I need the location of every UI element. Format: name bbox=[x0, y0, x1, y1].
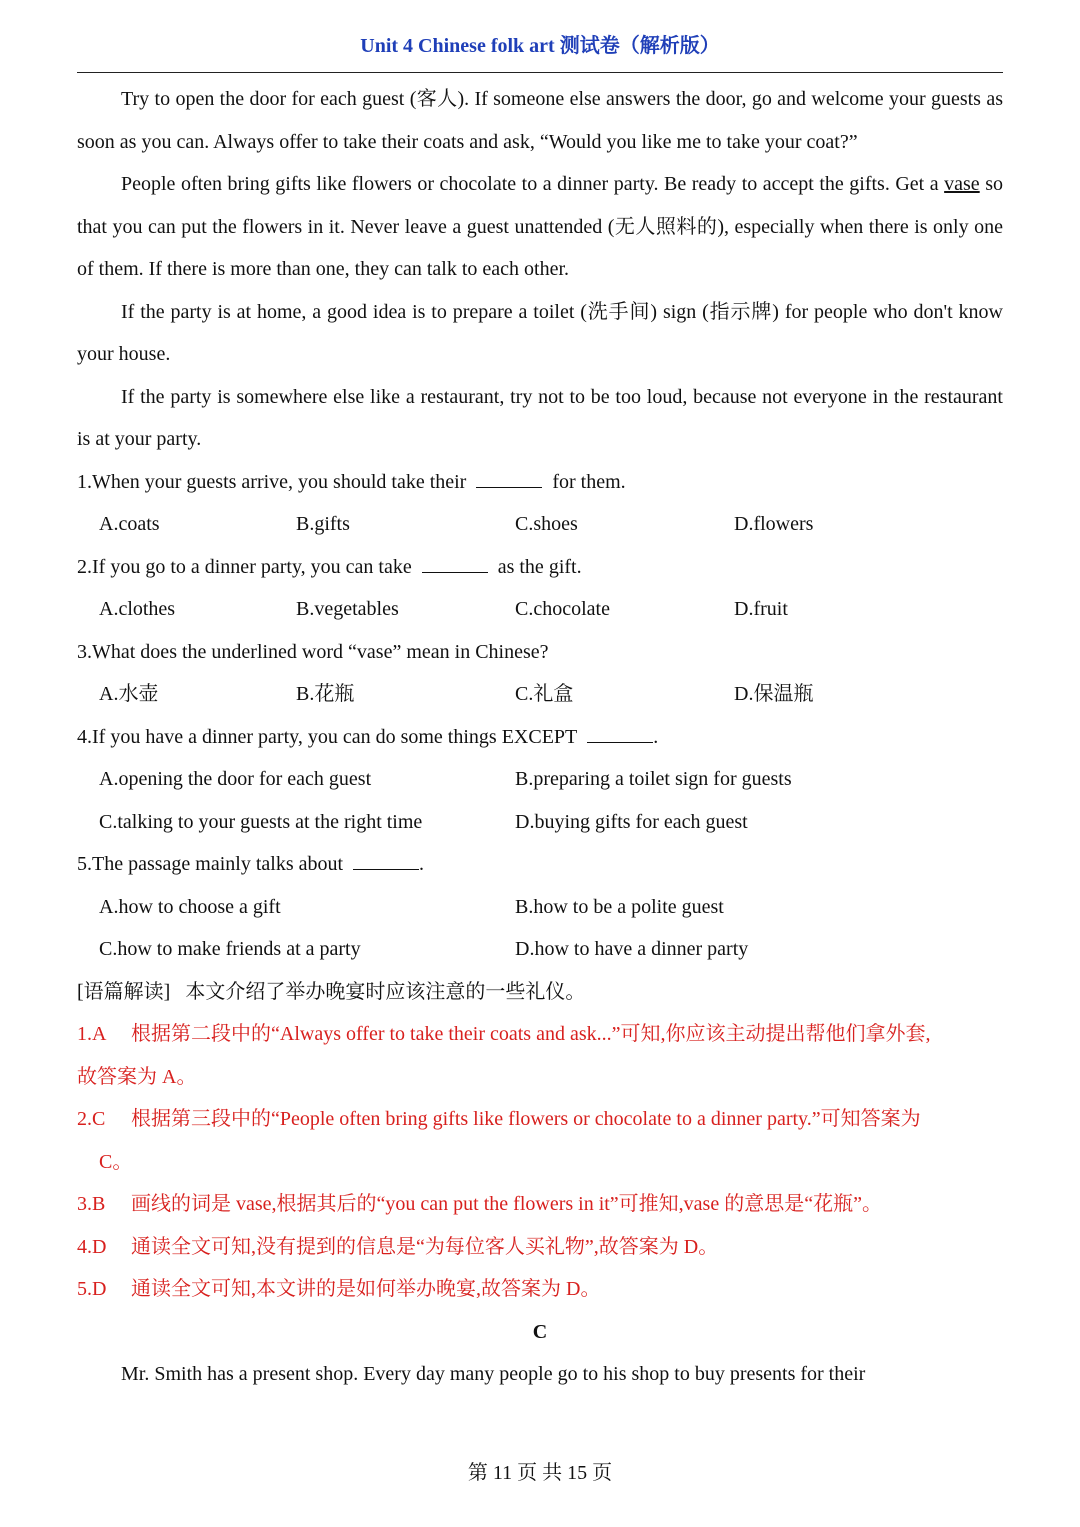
option-a: A.水壶 bbox=[99, 683, 159, 705]
question-2-tail: as the gift. bbox=[497, 555, 582, 578]
answer-explanation: 根据第二段中的“Always offer to take their coats and ask...”可知,你应该主动提出帮他们拿外套, bbox=[131, 1023, 931, 1045]
option-b: B.preparing a toilet sign for guests bbox=[515, 768, 792, 790]
question-5-options-row-1 bbox=[77, 886, 1003, 929]
option-a: A.coats bbox=[99, 513, 160, 535]
document-body bbox=[77, 78, 1003, 1396]
option-d: D.how to have a dinner party bbox=[515, 938, 749, 960]
question-5 bbox=[77, 843, 1003, 886]
question-5-options-row-2 bbox=[77, 928, 1003, 971]
p2-text-before: People often bring gifts like flowers or chocolate to a dinner party. Be ready to accept the gifts. Get a bbox=[121, 173, 945, 195]
passage-paragraph-2 bbox=[77, 163, 1003, 291]
answer-3 bbox=[77, 1183, 1003, 1226]
question-3-options bbox=[77, 673, 1003, 716]
answer-explanation-cont: C。 bbox=[99, 1150, 133, 1173]
answer-blank bbox=[353, 849, 419, 870]
question-1-stem: 1.When your guests arrive, you should take their bbox=[77, 470, 467, 493]
answer-blank bbox=[587, 722, 653, 743]
question-2 bbox=[77, 546, 1003, 589]
question-4-options-row-2 bbox=[77, 801, 1003, 844]
passage-paragraph-3: If the party is at home, a good idea is to prepare a toilet (洗手间) sign (指示牌) for people who don't know your house. bbox=[77, 300, 1003, 365]
option-d: D.flowers bbox=[734, 513, 814, 535]
answer-number: 5.D bbox=[77, 1278, 107, 1300]
option-a: A.how to choose a gift bbox=[99, 895, 281, 918]
passage-paragraph-1: Try to open the door for each guest (客人). If someone else answers the door, go and welcome your guests as soon as you can. Always offer to take their coats and ask, “Would you like me to take your coat?” bbox=[77, 88, 1003, 153]
section-heading-c: C bbox=[532, 1320, 548, 1343]
analysis-text: 本文介绍了举办晚宴时应该注意的一些礼仪。 bbox=[185, 980, 586, 1003]
answer-1 bbox=[77, 1013, 1003, 1098]
answer-blank bbox=[422, 552, 488, 573]
p2-text-after: so that you can put the flowers in it. Never leave a guest unattended (无人照料的), especially when there is only one of them. If there is more than one, they can talk to each other. bbox=[77, 173, 1003, 280]
question-1-options bbox=[77, 503, 1003, 546]
answer-number: 4.D bbox=[77, 1235, 107, 1258]
answer-4 bbox=[77, 1226, 1003, 1269]
question-2-options bbox=[77, 588, 1003, 631]
option-a: A.opening the door for each guest bbox=[99, 768, 372, 790]
section-c-first-line: Mr. Smith has a present shop. Every day many people go to his shop to buy presents for their bbox=[121, 1363, 866, 1385]
answer-explanation-cont: 故答案为 A。 bbox=[77, 1065, 197, 1088]
question-3: 3.What does the underlined word “vase” mean in Chinese? bbox=[77, 640, 549, 663]
question-5-stem: 5.The passage mainly talks about bbox=[77, 853, 344, 875]
option-b: B.vegetables bbox=[296, 598, 399, 620]
answer-explanation: 画线的词是 vase,根据其后的“you can put the flowers in it”可推知,vase 的意思是“花瓶”。 bbox=[131, 1193, 882, 1215]
question-1 bbox=[77, 461, 1003, 504]
answer-number: 3.B bbox=[77, 1193, 106, 1215]
question-4-stem: 4.If you have a dinner party, you can do some things EXCEPT bbox=[77, 725, 578, 748]
question-4 bbox=[77, 716, 1003, 759]
answer-number: 1.A bbox=[77, 1023, 107, 1045]
option-d: D.保温瓶 bbox=[734, 683, 814, 705]
option-c: C.how to make friends at a party bbox=[99, 938, 361, 960]
option-c: C.shoes bbox=[515, 513, 578, 535]
option-a: A.clothes bbox=[99, 598, 176, 620]
answer-blank bbox=[476, 467, 542, 488]
question-4-tail: . bbox=[653, 725, 659, 748]
answer-number: 2.C bbox=[77, 1108, 106, 1130]
answer-explanation: 通读全文可知,本文讲的是如何举办晚宴,故答案为 D。 bbox=[131, 1278, 601, 1300]
question-5-tail: . bbox=[419, 853, 425, 875]
option-b: B.花瓶 bbox=[296, 683, 355, 705]
passage-analysis bbox=[77, 971, 1003, 1014]
answer-explanation: 通读全文可知,没有提到的信息是“为每位客人买礼物”,故答案为 D。 bbox=[131, 1235, 719, 1258]
page-header-title: Unit 4 Chinese folk art 测试卷（解析版） bbox=[360, 35, 720, 57]
option-b: B.how to be a polite guest bbox=[515, 895, 724, 918]
option-b: B.gifts bbox=[296, 513, 350, 535]
analysis-label: [语篇解读] bbox=[77, 980, 171, 1003]
page-number-footer: 第 11 页 共 15 页 bbox=[467, 1462, 613, 1484]
answer-5 bbox=[77, 1268, 1003, 1311]
option-c: C.talking to your guests at the right time bbox=[99, 810, 423, 833]
answer-2 bbox=[77, 1098, 1003, 1183]
option-d: D.fruit bbox=[734, 598, 788, 620]
option-c: C.礼盒 bbox=[515, 683, 574, 705]
question-2-stem: 2.If you go to a dinner party, you can take bbox=[77, 555, 412, 578]
passage-paragraph-4: If the party is somewhere else like a restaurant, try not to be too loud, because not everyone in the restaurant is at your party. bbox=[77, 385, 1003, 450]
answer-explanation: 根据第三段中的“People often bring gifts like flowers or chocolate to a dinner party.”可知答案为 bbox=[131, 1108, 921, 1130]
header-divider bbox=[77, 72, 1003, 73]
question-4-options-row-1 bbox=[77, 758, 1003, 801]
option-d: D.buying gifts for each guest bbox=[515, 810, 748, 833]
underlined-word-vase: vase bbox=[944, 173, 980, 195]
question-1-tail: for them. bbox=[552, 470, 626, 493]
option-c: C.chocolate bbox=[515, 598, 610, 620]
